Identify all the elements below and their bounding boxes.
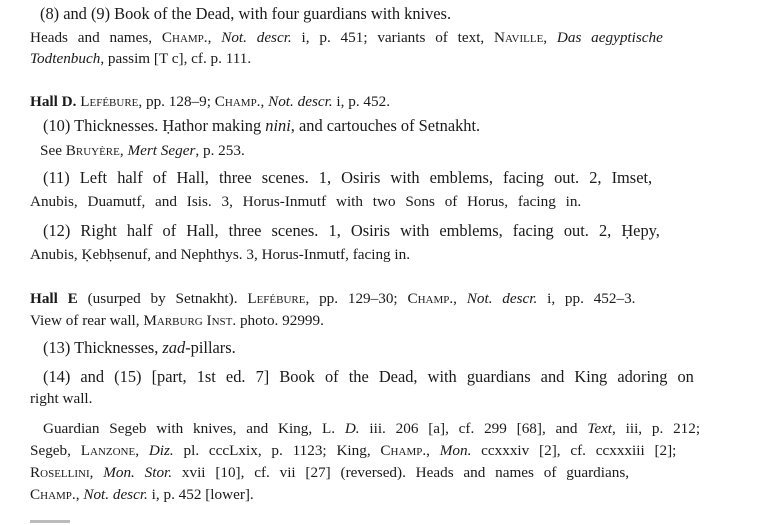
text-run: Not. descr.: [83, 486, 148, 503]
text-run: Champ.: [30, 486, 76, 503]
text-run: Hall D.: [30, 93, 77, 110]
text-run: Lefébure: [80, 93, 139, 110]
text-run: Heads and names,: [30, 29, 162, 46]
text-run: Mon. Stor.: [103, 464, 173, 481]
text-run: ,: [89, 464, 104, 481]
text-run: i, p. 452 [lower].: [147, 486, 254, 503]
text-run: ,: [260, 93, 269, 110]
text-run: i, pp. 452–3.: [537, 290, 636, 307]
text-run: Guardian Segeb with knives, and King, L.: [43, 420, 345, 437]
line-segeb-lanzone: [30, 442, 676, 460]
text-run: pl. cccLxix, p. 1123; King,: [173, 442, 381, 459]
line-todtenbuch: [30, 50, 251, 68]
text-run: (13) Thicknesses,: [43, 338, 163, 357]
text-run: , passim [T c], cf. p. 111.: [100, 50, 252, 67]
text-run: xvii [10], cf. vii [27] (reversed). Heads and names of guardians,: [172, 464, 630, 481]
text-run: , p. 253.: [195, 142, 245, 159]
text-run: Hall E: [30, 290, 78, 307]
text-run: (8) and (9) Book of the Dead, with four guardians with knives.: [40, 4, 452, 23]
text-run: ,: [426, 442, 440, 459]
text-run: Lefébure: [247, 290, 306, 307]
text-run: -pillars.: [185, 338, 236, 357]
text-run: nini: [265, 116, 291, 135]
text-run: (14) and (15) [part, 1st ed. 7] Book of the Dead, with guardians and King adoring on: [43, 367, 694, 386]
line-guardian-segeb: [43, 420, 700, 438]
line-10: [43, 117, 480, 135]
cut-off-line: [30, 514, 90, 525]
line-11-cont: [30, 193, 581, 211]
text-run: D.: [344, 420, 360, 437]
text-run: Champ.: [407, 290, 454, 307]
hall-d-heading: [30, 93, 390, 111]
text-run: zad: [162, 338, 186, 357]
hall-e-heading: [30, 290, 635, 308]
text-run: Champ.: [161, 29, 208, 46]
text-run: Das aegyptische: [556, 29, 663, 46]
line-11: [43, 169, 652, 187]
text-run: Not. descr.: [466, 290, 538, 307]
text-run: Naville: [494, 29, 544, 46]
text-run: (11) Left half of Hall, three scenes. 1, Osiris with emblems, facing out. 2, Imset,: [43, 168, 653, 187]
text-run: ,: [75, 486, 84, 503]
text-run: ccxxxiv [2], cf. ccxxxiii [2];: [471, 442, 677, 459]
text-run: ,: [119, 142, 128, 159]
text-run: Champ.: [214, 93, 261, 110]
text-run: i, p. 451; variants of text,: [291, 29, 495, 46]
text-run: Bruyère: [65, 142, 120, 159]
text-run: Anubis, Ḳebḥsenuf, and Nephthys. 3, Horus-Inmutf, facing in.: [30, 246, 411, 263]
line-rosellini: [30, 464, 629, 482]
text-run: ,: [207, 29, 222, 46]
text-run: (12) Right half of Hall, three scenes. 1, Osiris with emblems, facing out. 2, Ḥepy,: [43, 221, 660, 240]
text-run: Text: [587, 420, 613, 437]
text-run: Mon.: [439, 442, 472, 459]
line-13: [43, 339, 236, 357]
text-run: Anubis, Duamutf, and Isis. 3, Horus-Inmutf with two Sons of Horus, facing in.: [30, 193, 582, 210]
text-run: Lanzone: [80, 442, 136, 459]
line-12: [43, 222, 660, 240]
text-run: (usurped by Setnakht).: [77, 290, 248, 307]
text-run: See: [40, 142, 66, 159]
text-run: ,: [135, 442, 149, 459]
text-run: (10) Thicknesses. Ḥathor making: [43, 116, 266, 135]
text-run: , pp. 129–30;: [305, 290, 408, 307]
text-run: iii. 206 [a], cf. 299 [68], and: [359, 420, 588, 437]
text-run: photo. 92999.: [236, 312, 324, 329]
text-run: Diz.: [148, 442, 174, 459]
text-run: ,: [453, 290, 467, 307]
text-run: i, p. 452.: [332, 93, 391, 110]
text-run: Champ.: [380, 442, 427, 459]
line-view-rear-wall: [30, 312, 324, 330]
line-8-9: [40, 5, 451, 23]
text-run: Marburg Inst.: [143, 312, 237, 329]
text-run: Mert Seger: [127, 142, 196, 159]
text-run: Not. descr.: [268, 93, 333, 110]
line-see-bruyere: [40, 142, 245, 160]
text-run: right wall.: [30, 390, 93, 407]
line-12-cont: [30, 246, 410, 264]
text-run: Rosellini: [30, 464, 90, 481]
text-run: , and cartouches of Setnakht.: [290, 116, 481, 135]
line-heads-names: [30, 29, 663, 47]
text-run: Todtenbuch: [30, 50, 101, 67]
text-run: , iii, p. 212;: [612, 420, 701, 437]
text-run: ,: [543, 29, 557, 46]
text-run: , pp. 128–9;: [138, 93, 215, 110]
text-run: View of rear wall,: [30, 312, 144, 329]
line-champ-lower: [30, 486, 254, 504]
text-run: Not. descr.: [221, 29, 292, 46]
line-right-wall: [30, 390, 92, 408]
line-14-15: [43, 368, 694, 386]
text-run: Segeb,: [30, 442, 81, 459]
